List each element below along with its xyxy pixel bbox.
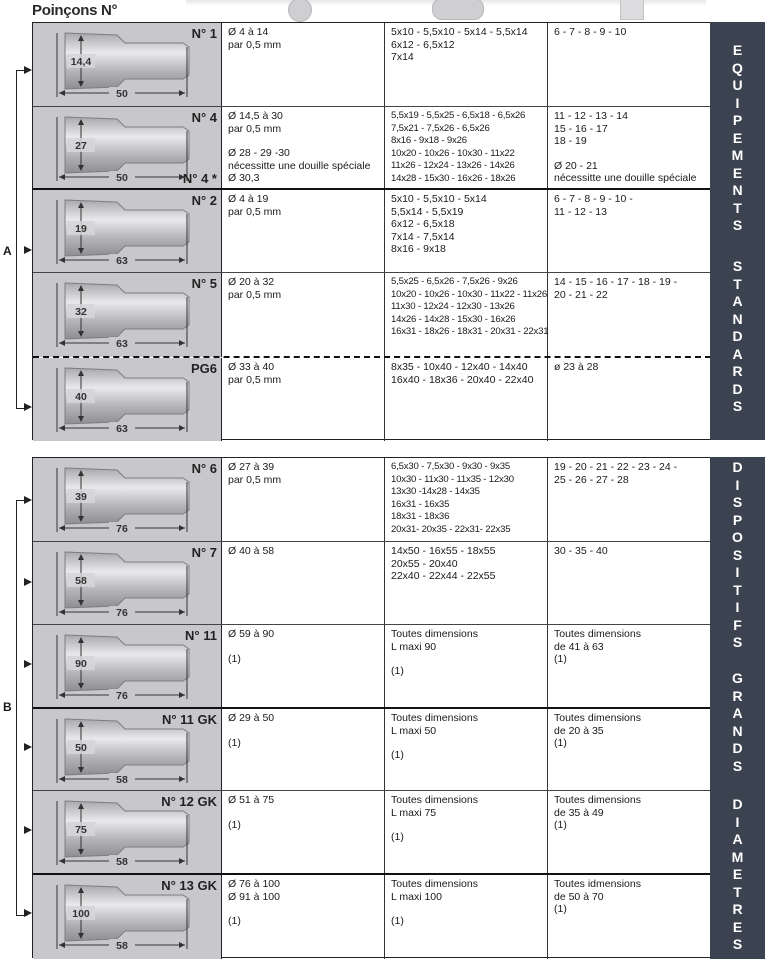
bracket-b-label: B [3, 700, 12, 714]
vertical-letter: I [735, 813, 740, 830]
cell-line: 8x35 - 10x40 - 12x40 - 14x40 [391, 361, 528, 373]
diameter-label: 32 [75, 306, 87, 318]
vertical-letter: S [732, 757, 743, 774]
cell-line: Toutes dimensions [391, 794, 478, 806]
cell-line: (1) [554, 737, 567, 749]
vertical-letter: T [733, 581, 742, 598]
diameter-label: 100 [72, 908, 90, 920]
cell-line: par 0,5 mm [228, 473, 282, 486]
vertical-letter: D [732, 328, 743, 344]
punch-number: N° 12 GK [161, 794, 217, 809]
diameter-label: 50 [75, 742, 87, 754]
cell-line: Ø 40 à 58 [228, 545, 275, 557]
punch-number: N° 5 [191, 276, 217, 291]
length-label: 58 [116, 940, 128, 949]
length-label: 50 [116, 88, 128, 97]
table-row [33, 106, 711, 189]
cell-line: 5x10 - 5,5x10 - 5x14 [391, 193, 487, 205]
cell-line: 11 - 12 - 13 - 14 [554, 110, 628, 122]
vertical-letter: D [732, 380, 743, 397]
table-row [33, 541, 711, 625]
cell-c3 [548, 542, 711, 625]
table-row [33, 356, 711, 441]
length-label: 63 [116, 423, 128, 432]
cell-c2 [385, 625, 548, 708]
vertical-letter: P [732, 112, 743, 128]
punch-image-cell [33, 625, 222, 708]
cell-line: Ø 28 - 29 -30 [228, 147, 290, 159]
spacer [391, 737, 547, 749]
punch-drawing [55, 31, 199, 97]
cell-line: (1) [228, 652, 241, 665]
vertical-letter: E [732, 866, 743, 882]
cell-c2 [385, 791, 548, 874]
spacer [228, 725, 384, 737]
cell-line: 7,5x21 - 7,5x26 - 6,5x26 [391, 122, 490, 134]
punch-drawing [55, 633, 199, 699]
standard-equipment-table [32, 22, 712, 440]
cell-line: Ø 33 à 40 [228, 361, 275, 373]
cell-line: 7x14 - 7,5x14 [391, 230, 455, 243]
length-label: 50 [116, 172, 128, 181]
vertical-letter: I [735, 476, 740, 493]
cell-line: Toutes dimensions [554, 712, 641, 724]
cell-line: 22x40 - 22x44 - 22x55 [391, 570, 496, 582]
cell-c3 [548, 625, 711, 708]
vertical-letter: Q [732, 59, 743, 76]
cell-c1 [222, 625, 385, 708]
vertical-letter: D [732, 459, 743, 475]
table-row [33, 707, 711, 792]
length-label: 63 [116, 255, 128, 264]
vertical-letter: S [732, 398, 743, 414]
vertical-letter: N [732, 182, 743, 198]
cell-line: Ø 91 à 100 [228, 890, 280, 903]
cell-line: 6,5x30 - 7,5x30 - 9x30 - 9x35 [391, 461, 510, 472]
cell-line: 18 - 19 [554, 135, 587, 147]
cell-line: Ø 30,3 [228, 172, 260, 184]
table-row [33, 873, 711, 959]
spacer [554, 148, 711, 160]
punch-drawing [55, 115, 199, 181]
bracket-a [16, 70, 27, 409]
punch-image-cell [33, 273, 222, 357]
cell-line: 14x26 - 14x28 - 15x30 - 16x26 [391, 313, 516, 325]
cell-c1 [222, 358, 385, 441]
vertical-letter: A [732, 293, 743, 309]
vertical-letter: T [733, 275, 742, 292]
vertical-letter: A [732, 345, 743, 362]
cell-line: 13x30 -14x28 - 14x35 [391, 486, 480, 497]
cell-line: L maxi 75 [391, 806, 437, 819]
cell-c1 [222, 273, 385, 357]
cell-line: 30 - 35 - 40 [554, 545, 608, 557]
vertical-letter: S [732, 936, 743, 952]
cell-line: (1) [554, 653, 567, 665]
table-row [33, 188, 711, 274]
cell-c2 [385, 190, 548, 274]
cell-line: de 41 à 63 [554, 640, 604, 653]
cell-c3 [548, 458, 711, 541]
punch-number: N° 2 [191, 193, 217, 208]
spacer [391, 653, 547, 665]
cell-line: 11x26 - 12x24 - 13x26 - 14x26 [391, 160, 515, 171]
cell-line: 5,5x19 - 5,5x25 - 6,5x18 - 6,5x26 [391, 110, 526, 121]
vertical-letter: R [732, 363, 743, 379]
cell-line: par 0,5 mm [228, 373, 282, 386]
punch-image-cell [33, 791, 222, 874]
cell-line: 6 - 7 - 8 - 9 - 10 [554, 26, 627, 38]
punch-number: N° 6 [191, 461, 217, 476]
diameter-label: 19 [75, 223, 87, 235]
cell-line: 15 - 16 - 17 [554, 122, 608, 135]
cell-line: Toutes idmensions [554, 878, 641, 890]
cell-line: Ø 4 à 19 [228, 193, 269, 205]
spacer [228, 807, 384, 819]
vertical-letter: F [733, 616, 742, 633]
length-label: 58 [116, 856, 128, 865]
cell-line: (1) [228, 736, 241, 749]
vertical-word [710, 796, 765, 954]
table-row [33, 790, 711, 874]
cell-c1 [222, 458, 385, 541]
length-label: 58 [116, 774, 128, 783]
cell-c3 [548, 190, 711, 274]
cell-line: L maxi 100 [391, 890, 442, 903]
length-label: 76 [116, 523, 128, 532]
cell-line: L maxi 50 [391, 724, 437, 737]
cell-line: Toutes dimensions [554, 794, 641, 806]
table-row [33, 23, 711, 106]
vertical-letter: R [732, 687, 743, 704]
vertical-letter: M [731, 848, 744, 865]
vertical-letter: D [732, 796, 743, 812]
cell-c1 [222, 190, 385, 274]
square-shape-icon [620, 0, 644, 20]
vertical-letter: A [732, 705, 743, 721]
cell-line: Ø 14,5 à 30 [228, 110, 283, 122]
cell-c3 [548, 273, 711, 357]
table-row [33, 458, 711, 541]
cell-c3 [548, 875, 711, 959]
cell-line: par 0,5 mm [228, 205, 282, 218]
cell-c1 [222, 791, 385, 874]
cell-line: 25 - 26 - 27 - 28 [554, 473, 629, 486]
spacer [228, 641, 384, 653]
cell-c2 [385, 542, 548, 625]
punch-image-cell [33, 709, 222, 792]
punch-number: N° 7 [191, 545, 217, 560]
bracket-a-label: A [3, 244, 12, 258]
side-label-standard-equipment [710, 22, 765, 440]
cell-line: 20 - 21 - 22 [554, 288, 608, 301]
cell-line: 7x14 [391, 51, 414, 63]
cell-line: Toutes dimensions [554, 628, 641, 640]
cell-c1 [222, 709, 385, 792]
side-label-large-diameter [710, 457, 765, 959]
vertical-letter: P [732, 511, 743, 528]
cell-line: par 0,5 mm [228, 38, 282, 51]
punch-image-cell [33, 542, 222, 625]
vertical-letter: S [732, 634, 743, 650]
cell-c2 small [385, 273, 548, 357]
table-row [33, 272, 711, 357]
diameter-label: 58 [75, 575, 87, 587]
vertical-letter: O [732, 529, 743, 545]
punch-image-cell [33, 358, 222, 441]
cell-line: Toutes dimensions [391, 878, 478, 890]
bracket-b-arrow-1 [24, 578, 32, 586]
punch-image-cell [33, 875, 222, 959]
cell-c1 [222, 542, 385, 625]
vertical-letter: I [735, 94, 740, 111]
page-title: Poinçons N° [32, 2, 118, 19]
cell-line: 6 - 7 - 8 - 9 - 10 - [554, 193, 633, 205]
vertical-word [710, 459, 765, 652]
vertical-letter: D [732, 740, 743, 756]
bracket-b-arrow-4 [24, 826, 32, 834]
cell-line: nécessitte une douille spéciale [554, 172, 697, 184]
cell-c3 [548, 107, 711, 189]
cell-line: Ø 51 à 75 [228, 794, 275, 806]
cell-c2 [385, 875, 548, 959]
punch-number: N° 4 [191, 110, 217, 125]
cell-line: 10x20 - 10x26 - 10x30 - 11x22 [391, 147, 515, 159]
punch-drawing [55, 466, 199, 532]
cell-c2 small [385, 458, 548, 541]
cell-line: ø 23 à 28 [554, 361, 599, 373]
bracket-a-arrow-bottom [24, 403, 32, 411]
punch-image-cell [33, 23, 222, 106]
spacer [391, 903, 547, 915]
cell-line: Ø 20 à 32 [228, 276, 275, 288]
cell-line: par 0,5 mm [228, 288, 282, 301]
cell-line: 18x31 - 18x36 [391, 511, 450, 522]
cell-line: 10x30 - 11x30 - 11x35 - 12x30 [391, 473, 514, 485]
cell-line: 6x12 - 6,5x18 [391, 218, 455, 230]
diameter-label: 40 [75, 391, 87, 403]
cell-line: 14x28 - 15x30 - 16x26 - 18x26 [391, 172, 516, 184]
punch-drawing [55, 281, 199, 347]
punch-image-cell [33, 107, 222, 189]
punch-number-alt: N° 4 * [182, 171, 217, 186]
cell-line: (1) [391, 831, 404, 843]
vertical-letter: A [732, 831, 743, 847]
cell-line: 20x55 - 20x40 [391, 557, 458, 570]
cell-line: Ø 29 à 50 [228, 712, 275, 724]
vertical-letter: T [733, 883, 742, 900]
punch-drawing [55, 550, 199, 616]
bracket-b [16, 500, 27, 916]
vertical-letter: N [732, 722, 743, 739]
cell-line: L maxi 90 [391, 640, 437, 653]
diameter-label: 27 [75, 140, 87, 152]
cell-line: (1) [228, 818, 241, 831]
vertical-letter: S [732, 494, 743, 510]
cell-line: 5,5x25 - 6,5x26 - 7,5x26 - 9x26 [391, 276, 518, 287]
bracket-a-arrow-top [24, 66, 32, 74]
vertical-letter: E [732, 42, 743, 58]
round-shape-icon [288, 0, 312, 22]
cell-line: 8x16 - 9x18 - 9x26 [391, 135, 467, 146]
diameter-label: 39 [75, 491, 87, 503]
punch-image-cell [33, 458, 222, 541]
cell-line: Ø 20 - 21 [554, 159, 598, 172]
cell-line: 5,5x14 - 5,5x19 [391, 205, 464, 218]
vertical-word [710, 258, 765, 416]
vertical-letter: G [732, 670, 743, 686]
cell-c1 [222, 23, 385, 106]
vertical-letter: U [732, 77, 743, 93]
vertical-letter: M [731, 147, 744, 163]
cell-line: par 0,5 mm [228, 122, 282, 135]
cell-c1 [222, 107, 385, 189]
cell-line: 14x50 - 16x55 - 18x55 [391, 545, 496, 557]
cell-line: 11 - 12 - 13 [554, 205, 607, 218]
vertical-letter: R [732, 901, 743, 917]
vertical-letter: T [733, 199, 742, 216]
punch-drawing [55, 198, 199, 264]
vertical-word [710, 42, 765, 235]
cell-c3 [548, 791, 711, 874]
punch-image-cell [33, 190, 222, 274]
cell-line: (1) [554, 903, 567, 915]
length-label: 63 [116, 338, 128, 347]
cell-line: 8x16 - 9x18 [391, 243, 446, 255]
cell-c3 [548, 23, 711, 106]
cell-line: de 50 à 70 [554, 890, 604, 903]
vertical-letter: S [732, 258, 743, 274]
cell-c3 [548, 358, 711, 441]
vertical-letter: N [732, 310, 743, 327]
vertical-letter: I [735, 599, 740, 615]
diameter-label: 75 [75, 824, 87, 836]
cell-line: Toutes dimensions [391, 628, 478, 640]
spacer [228, 135, 384, 147]
vertical-letter: E [732, 129, 743, 146]
bracket-b-arrow-top [24, 496, 32, 504]
cell-line: de 20 à 35 [554, 724, 604, 737]
cell-line: (1) [554, 819, 567, 831]
punch-number: N° 13 GK [161, 878, 217, 893]
cell-line: 16x40 - 18x36 - 20x40 - 22x40 [391, 373, 534, 386]
punch-number: N° 11 GK [161, 712, 217, 727]
diameter-label: 90 [75, 658, 87, 670]
oblong-shape-icon [432, 0, 484, 20]
cell-line: 6x12 - 6,5x12 [391, 38, 455, 51]
bracket-b-arrow-2 [24, 660, 32, 668]
punch-number: N° 1 [191, 26, 217, 41]
vertical-letter: E [732, 164, 743, 181]
punch-drawing [55, 366, 199, 432]
cell-line: 5x10 - 5,5x10 - 5x14 - 5,5x14 [391, 26, 528, 38]
cell-line: Ø 76 à 100 [228, 878, 280, 890]
cell-line: 20x31- 20x35 - 22x31- 22x35 [391, 523, 511, 535]
cell-line: 14 - 15 - 16 - 17 - 18 - 19 - [554, 276, 678, 288]
vertical-letter: S [732, 217, 743, 233]
bracket-b-arrow-bottom [24, 909, 32, 917]
vertical-letter: S [732, 546, 743, 563]
cell-line: (1) [228, 915, 241, 927]
cell-line: (1) [391, 749, 404, 761]
cell-c2 [385, 358, 548, 441]
length-label: 76 [116, 607, 128, 616]
table-row [33, 624, 711, 708]
cell-line: Toutes dimensions [391, 712, 478, 724]
cell-line: 16x31 - 18x26 - 18x31 - 20x31 - 22x31 [391, 326, 549, 337]
cell-line: 19 - 20 - 21 - 22 - 23 - 24 - [554, 461, 678, 473]
large-diameter-table [32, 457, 712, 958]
spacer [391, 819, 547, 831]
cell-line: de 35 à 49 [554, 806, 604, 819]
vertical-letter: E [732, 918, 743, 935]
cell-line: Ø 4 à 14 [228, 26, 269, 38]
diameter-label: 14,4 [70, 56, 92, 68]
cell-c2 [385, 709, 548, 792]
cell-line: 16x31 - 16x35 [391, 498, 450, 510]
cell-c2 small [385, 107, 548, 189]
vertical-letter: I [735, 564, 740, 580]
punch-number: N° 11 [185, 628, 217, 643]
cell-line: Ø 27 à 39 [228, 461, 275, 473]
cell-c1 [222, 875, 385, 959]
bracket-b-arrow-3 [24, 743, 32, 751]
cell-c2 [385, 23, 548, 106]
length-label: 76 [116, 690, 128, 699]
cell-line: (1) [391, 665, 404, 677]
vertical-word [710, 670, 765, 775]
cell-c3 [548, 709, 711, 792]
cell-line: (1) [391, 915, 404, 927]
cell-line: nécessitte une douille spéciale [228, 159, 371, 172]
punch-number: PG6 [190, 361, 217, 376]
cell-line: Ø 59 à 90 [228, 628, 275, 640]
bracket-a-arrow-mid [24, 246, 32, 254]
cell-line: 11x30 - 12x24 - 12x30 - 13x26 [391, 301, 515, 312]
cell-line: 10x20 - 10x26 - 10x30 - 11x22 - 11x26 [391, 288, 547, 300]
spacer [228, 903, 384, 915]
